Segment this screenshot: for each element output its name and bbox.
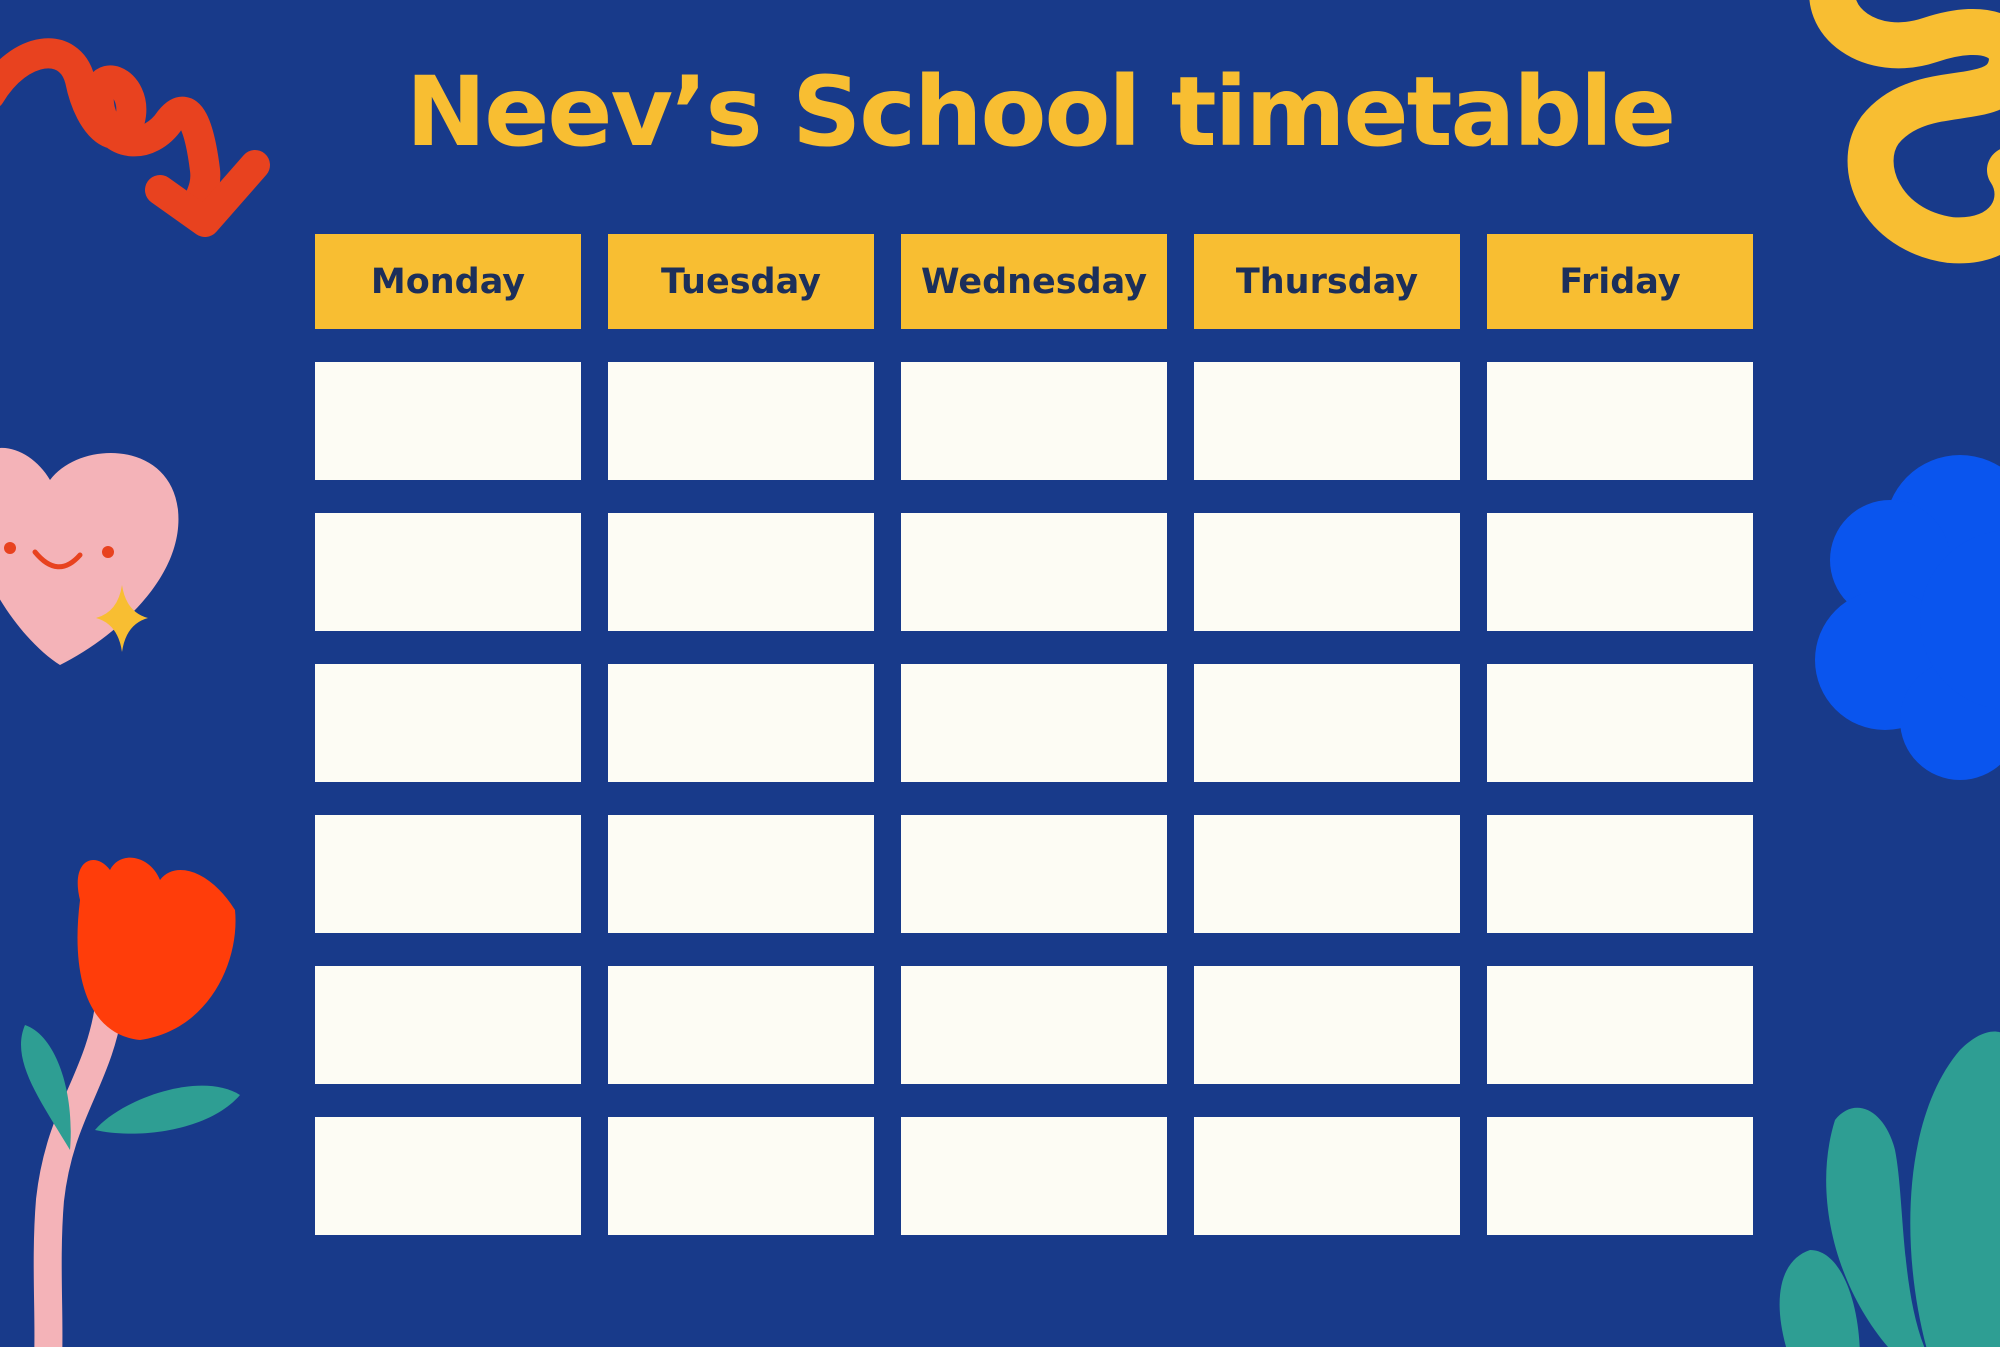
day-header-friday: Friday: [1487, 234, 1753, 329]
timetable-cell[interactable]: [1194, 966, 1460, 1084]
timetable-cell[interactable]: [1487, 362, 1753, 480]
timetable-cell[interactable]: [1487, 966, 1753, 1084]
blue-flower-icon: [1815, 455, 2000, 780]
timetable-cell[interactable]: [1487, 815, 1753, 933]
timetable-cell[interactable]: [315, 966, 581, 1084]
timetable-cell[interactable]: [315, 664, 581, 782]
page-title: Neev’s School timetable: [405, 56, 1675, 168]
timetable-cell[interactable]: [1487, 1117, 1753, 1235]
yellow-loop-icon: [1832, 0, 2000, 240]
timetable-cell[interactable]: [901, 815, 1167, 933]
day-header-monday: Monday: [315, 234, 581, 329]
timetable-cell[interactable]: [1487, 664, 1753, 782]
timetable-grid: [315, 234, 1753, 1235]
timetable-cell[interactable]: [1194, 513, 1460, 631]
timetable-cell[interactable]: [315, 1117, 581, 1235]
timetable-cell[interactable]: [1194, 362, 1460, 480]
day-header-thursday: Thursday: [1194, 234, 1460, 329]
day-header-tuesday: Tuesday: [608, 234, 874, 329]
timetable-cell[interactable]: [901, 966, 1167, 1084]
timetable-cell[interactable]: [901, 1117, 1167, 1235]
timetable-cell[interactable]: [1487, 513, 1753, 631]
timetable-cell[interactable]: [608, 1117, 874, 1235]
smiling-heart-icon: [0, 448, 178, 665]
timetable-cell[interactable]: [901, 664, 1167, 782]
timetable-cell[interactable]: [608, 815, 874, 933]
timetable-cell[interactable]: [315, 362, 581, 480]
timetable-cell[interactable]: [315, 815, 581, 933]
day-header-wednesday: Wednesday: [901, 234, 1167, 329]
timetable-cell[interactable]: [901, 362, 1167, 480]
timetable-cell[interactable]: [1194, 815, 1460, 933]
teal-leaf-icon: [1780, 1031, 2000, 1347]
timetable-cell[interactable]: [315, 513, 581, 631]
tulip-flower-icon: [21, 858, 240, 1347]
timetable-cell[interactable]: [608, 966, 874, 1084]
squiggle-arrow-icon: [0, 53, 255, 222]
timetable-cell[interactable]: [608, 513, 874, 631]
timetable-cell[interactable]: [608, 664, 874, 782]
timetable-cell[interactable]: [1194, 1117, 1460, 1235]
timetable-cell[interactable]: [1194, 664, 1460, 782]
timetable-cell[interactable]: [608, 362, 874, 480]
timetable-cell[interactable]: [901, 513, 1167, 631]
